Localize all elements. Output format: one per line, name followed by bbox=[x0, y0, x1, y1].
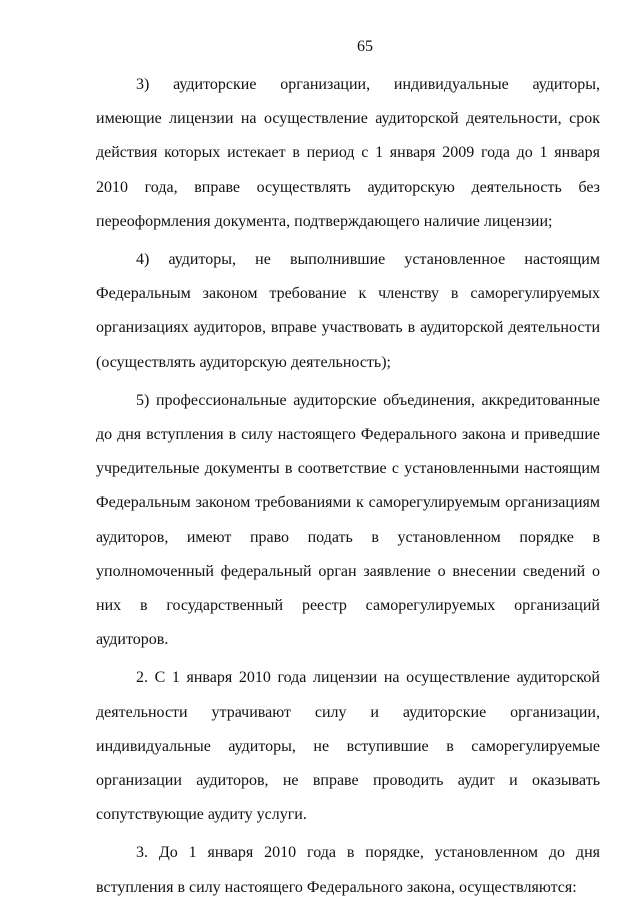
paragraph-item-5: 5) профессиональные аудиторские объединения, аккредитованные до дня вступления в силу настоящего Федерального закона и приведшие учредительные документы в соответствие с установленными настоящим Федеральным законом требованиями к саморегулируемым организациям аудиторов, имеют право подать в установленном порядке в уполномоченный федеральный орган заявление о внесении сведений о них в государственный реестр саморегулируемых организаций аудиторов. bbox=[96, 391, 600, 649]
paragraph-item-3-lead: 3) аудиторские организации, индивидуальные аудиторы, bbox=[136, 76, 600, 93]
paragraph-part-2: 2. С 1 января 2010 года лицензии на осуществление аудиторской деятельности утрачивают силу и аудиторские организации, индивидуальные аудиторы, не вступившие в саморегулируемые организации аудиторов, не вправе проводить аудит и оказывать сопутствующие аудиту услуги. bbox=[96, 669, 600, 824]
paragraph-item-4: 4) аудиторы, не выполнившие установленное настоящим Федеральным законом требование к членству в саморегулируемых организациях аудиторов, вправе участвовать в аудиторской деятельности (осуществлять аудиторскую деятельность); bbox=[96, 251, 600, 371]
paragraph-part-3: 3. До 1 января 2010 года в порядке, установленном до дня вступления в силу настоящего Федерального закона, осуществляются: bbox=[96, 844, 600, 896]
document-body bbox=[96, 68, 600, 905]
paragraph-item-3 bbox=[96, 68, 600, 239]
page-number: 65 bbox=[357, 38, 373, 55]
paragraph-item-3-rest: имеющие лицензии на осуществление аудиторской деятельности, срок действия которых истекает в период с 1 января 2009 года до 1 января 2010 года, вправе осуществлять аудиторскую деятельность без переоформления документа, подтверждающего наличие лицензии; bbox=[96, 110, 600, 230]
